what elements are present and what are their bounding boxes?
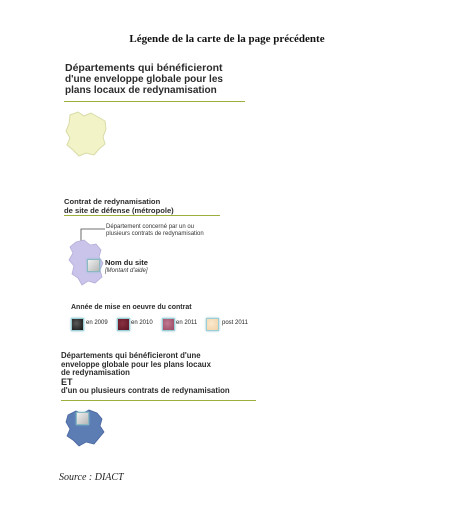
year-label-2011: en 2011: [176, 320, 198, 326]
section-rule: [64, 101, 245, 102]
callout-line: plusieurs contrats de redynamisation: [106, 231, 204, 237]
source-caption: Source : DIACT: [59, 472, 124, 483]
heading-line: enveloppe globale pour les plans locaux: [61, 359, 211, 369]
year-swatch-post-2011: [206, 318, 219, 331]
site-marker-icon: [87, 259, 100, 272]
heading-line: Contrat de redynamisation: [64, 197, 161, 206]
heading-line: Départements qui bénéficieront: [65, 62, 223, 74]
year-swatch-2010: [117, 318, 130, 331]
years-heading: Année de mise en oeuvre du contrat: [71, 304, 192, 311]
heading-et: ET: [61, 376, 73, 387]
section-rule: [64, 215, 220, 216]
year-swatch-2011: [162, 318, 175, 331]
light-green-department-map-icon: [64, 111, 108, 157]
lavender-department-map-icon: [66, 238, 106, 286]
legend-heading-combined: [61, 352, 261, 395]
site-amount-label: [Montant d'aide]: [105, 268, 148, 274]
site-name-label: Nom du site: [105, 258, 148, 267]
heading-line: d'un ou plusieurs contrats de redynamisation: [61, 385, 230, 395]
callout-department-concerned: [106, 224, 246, 238]
callout-line: Département concerné par un ou: [106, 224, 195, 230]
legend-heading-global-envelope: [65, 63, 255, 96]
heading-line: de site de défense (métropole): [64, 206, 174, 215]
year-swatch-2009: [71, 318, 84, 331]
year-label-2010: en 2010: [131, 320, 153, 326]
heading-line: d'une enveloppe globale pour les: [65, 74, 223, 85]
year-label-post-2011: post 2011: [222, 320, 248, 326]
site-marker-icon: [76, 412, 89, 425]
heading-line: plans locaux de redynamisation: [65, 85, 217, 96]
legend-heading-defense-contract: [64, 197, 244, 215]
year-label-2009: en 2009: [86, 320, 108, 326]
heading-line: de redynamisation: [61, 368, 130, 378]
page-title: Légende de la carte de la page précédente: [129, 33, 325, 45]
section-rule: [61, 400, 256, 401]
heading-line: Départements qui bénéficieront d'une: [61, 351, 201, 360]
